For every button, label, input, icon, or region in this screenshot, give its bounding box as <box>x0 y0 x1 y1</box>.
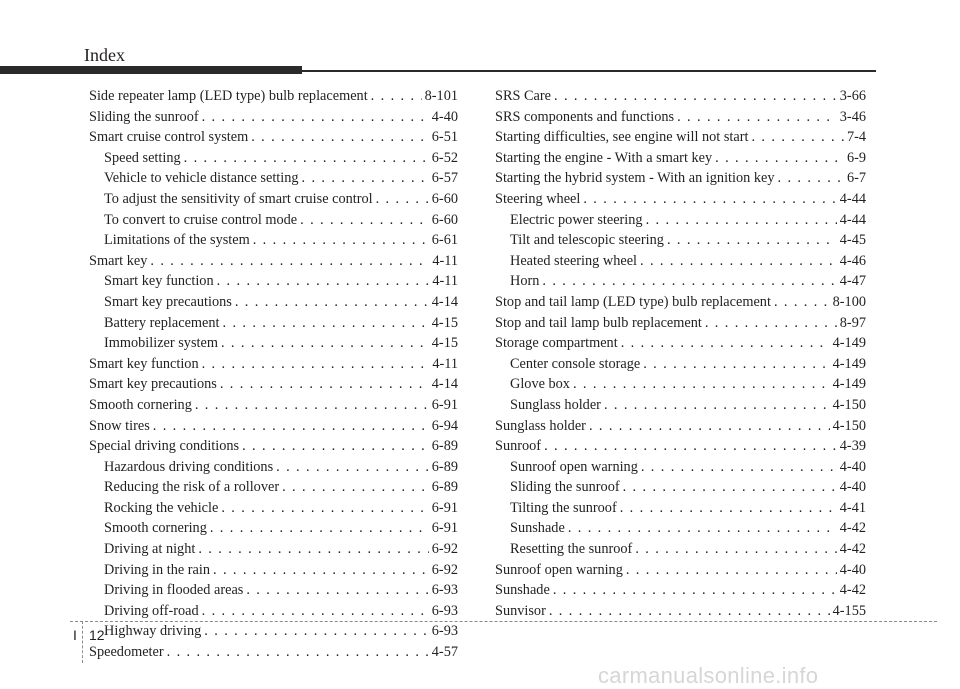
dot-leader <box>635 539 836 560</box>
index-entry <box>89 313 458 334</box>
entry-page-ref: 6-89 <box>431 438 458 455</box>
entry-page-ref: 4-150 <box>832 417 866 434</box>
index-entry <box>89 374 458 395</box>
entry-page-ref: 4-40 <box>839 458 866 475</box>
entry-label: Smart cruise control system <box>89 129 249 146</box>
dot-leader <box>626 560 837 581</box>
entry-page-ref: 4-45 <box>839 232 866 249</box>
dot-leader <box>300 210 429 231</box>
dot-leader <box>646 210 837 231</box>
index-entry <box>495 560 866 581</box>
entry-label: Smart key function <box>104 273 214 290</box>
entry-page-ref: 6-57 <box>431 170 458 187</box>
dot-leader <box>620 498 837 519</box>
entry-page-ref: 4-11 <box>432 252 458 269</box>
dot-leader <box>641 457 837 478</box>
entry-label: Driving off-road <box>104 602 199 619</box>
dot-leader <box>751 127 843 148</box>
dot-leader <box>778 168 844 189</box>
entry-label: Sunglass holder <box>495 417 586 434</box>
index-entry <box>495 416 866 437</box>
entry-page-ref: 4-40 <box>839 561 866 578</box>
footer-section-letter: I <box>73 627 77 643</box>
entry-page-ref: 6-51 <box>431 129 458 146</box>
entry-label: Immobilizer system <box>104 335 218 352</box>
dot-leader <box>544 436 837 457</box>
index-entry <box>89 539 458 560</box>
dot-leader <box>774 292 830 313</box>
dot-leader <box>217 271 430 292</box>
entry-page-ref: 6-61 <box>431 232 458 249</box>
entry-page-ref: 4-14 <box>431 376 458 393</box>
watermark: carmanualsonline.info <box>598 663 819 688</box>
entry-label: Sunshade <box>510 520 565 537</box>
entry-label: Highway driving <box>104 623 202 640</box>
entry-label: Reducing the risk of a rollover <box>104 479 280 496</box>
entry-page-ref: 4-155 <box>832 602 866 619</box>
index-entry <box>495 271 866 292</box>
entry-label: Heated steering wheel <box>510 252 638 269</box>
index-entry <box>495 374 866 395</box>
entry-label: Speedometer <box>89 644 164 661</box>
entry-page-ref: 6-91 <box>431 499 458 516</box>
entry-label: Driving at night <box>104 541 196 558</box>
dot-leader <box>195 395 429 416</box>
entry-page-ref: 4-11 <box>432 273 458 290</box>
entry-label: Smooth cornering <box>104 520 207 537</box>
entry-label: Driving in the rain <box>104 561 211 578</box>
entry-page-ref: 6-60 <box>431 190 458 207</box>
index-entry <box>495 477 866 498</box>
dot-leader <box>223 313 429 334</box>
index-entry <box>89 189 458 210</box>
index-entry <box>495 498 866 519</box>
dot-leader <box>604 395 830 416</box>
index-entry <box>495 292 866 313</box>
index-entry <box>495 107 866 128</box>
index-entry <box>89 148 458 169</box>
index-entry <box>495 601 866 622</box>
entry-page-ref: 6-7 <box>846 170 866 187</box>
dot-leader <box>371 86 422 107</box>
entry-label: Smooth cornering <box>89 396 192 413</box>
entry-label: Sunglass holder <box>510 396 601 413</box>
entry-page-ref: 4-42 <box>839 541 866 558</box>
entry-page-ref: 4-40 <box>839 479 866 496</box>
entry-label: Speed setting <box>104 149 181 166</box>
index-entry <box>495 127 866 148</box>
entry-label: Hazardous driving conditions <box>104 458 274 475</box>
index-entry <box>89 107 458 128</box>
dot-leader <box>202 601 429 622</box>
index-entry <box>495 168 866 189</box>
dot-leader <box>150 251 429 272</box>
entry-label: Electric power steering <box>510 211 643 228</box>
entry-label: Center console storage <box>510 355 641 372</box>
index-entry <box>89 436 458 457</box>
entry-page-ref: 4-149 <box>832 355 866 372</box>
index-entry <box>89 354 458 375</box>
entry-page-ref: 4-44 <box>839 190 866 207</box>
entry-page-ref: 4-11 <box>432 355 458 372</box>
entry-label: Resetting the sunroof <box>510 541 633 558</box>
index-column-right <box>495 86 866 621</box>
index-entry <box>495 580 866 601</box>
entry-page-ref: 4-15 <box>431 314 458 331</box>
entry-label: Storage compartment <box>495 335 618 352</box>
dot-leader <box>202 107 429 128</box>
entry-label: Sliding the sunroof <box>510 479 620 496</box>
entry-label: Vehicle to vehicle distance setting <box>104 170 299 187</box>
dot-leader <box>573 374 830 395</box>
index-entry <box>89 416 458 437</box>
dot-leader <box>282 477 429 498</box>
header-bar <box>0 66 302 74</box>
entry-label: Sunroof <box>495 438 542 455</box>
dot-leader <box>553 580 837 601</box>
index-entry <box>89 292 458 313</box>
entry-page-ref: 3-66 <box>839 88 866 104</box>
entry-page-ref: 6-89 <box>431 479 458 496</box>
entry-label: Glove box <box>510 376 570 393</box>
index-entry <box>495 251 866 272</box>
entry-label: Starting the hybrid system - With an ignition key <box>495 170 775 187</box>
index-entry <box>89 477 458 498</box>
index-entry <box>495 539 866 560</box>
dot-leader <box>253 230 429 251</box>
entry-label: Rocking the vehicle <box>104 499 219 516</box>
index-entry <box>495 395 866 416</box>
dot-leader <box>198 539 428 560</box>
entry-page-ref: 6-60 <box>431 211 458 228</box>
entry-page-ref: 4-47 <box>839 273 866 290</box>
entry-label: SRS components and functions <box>495 108 675 125</box>
dot-leader <box>184 148 429 169</box>
dot-leader <box>210 518 429 539</box>
entry-page-ref: 6-93 <box>431 582 458 599</box>
entry-label: Sliding the sunroof <box>89 108 199 125</box>
dot-leader <box>568 518 837 539</box>
footer-rule <box>70 621 937 622</box>
entry-label: Limitations of the system <box>104 232 250 249</box>
index-entry <box>495 436 866 457</box>
index-entry <box>89 230 458 251</box>
entry-page-ref: 4-15 <box>431 335 458 352</box>
dot-leader <box>153 416 429 437</box>
entry-label: Special driving conditions <box>89 438 240 455</box>
dot-leader <box>221 498 428 519</box>
index-entry <box>89 333 458 354</box>
dot-leader <box>220 374 429 395</box>
entry-label: Battery replacement <box>104 314 220 331</box>
index-entry <box>89 642 458 663</box>
dot-leader <box>640 251 837 272</box>
index-entry <box>89 127 458 148</box>
entry-page-ref: 6-91 <box>431 396 458 413</box>
entry-page-ref: 4-39 <box>839 438 866 455</box>
entry-label: Sunroof open warning <box>495 561 623 578</box>
entry-label: SRS Care <box>495 88 552 104</box>
entry-page-ref: 6-91 <box>431 520 458 537</box>
entry-page-ref: 4-149 <box>832 335 866 352</box>
entry-page-ref: 4-41 <box>839 499 866 516</box>
entry-page-ref: 4-44 <box>839 211 866 228</box>
dot-leader <box>667 230 837 251</box>
entry-page-ref: 4-150 <box>832 396 866 413</box>
dot-leader <box>376 189 429 210</box>
index-entry <box>495 354 866 375</box>
entry-page-ref: 3-46 <box>839 108 866 125</box>
index-entry <box>89 457 458 478</box>
entry-page-ref: 6-9 <box>846 149 866 166</box>
dot-leader <box>549 601 830 622</box>
dot-leader <box>554 86 837 107</box>
index-entry <box>495 333 866 354</box>
entry-label: Sunshade <box>495 582 550 599</box>
index-entry <box>89 621 458 642</box>
entry-label: Smart key precautions <box>89 376 217 393</box>
index-entry <box>495 230 866 251</box>
entry-page-ref: 8-101 <box>424 88 458 104</box>
footer-divider <box>82 621 83 663</box>
entry-page-ref: 4-46 <box>839 252 866 269</box>
entry-page-ref: 6-94 <box>431 417 458 434</box>
index-column-left <box>89 86 458 663</box>
index-entry <box>495 313 866 334</box>
index-entry <box>89 395 458 416</box>
entry-page-ref: 4-14 <box>431 293 458 310</box>
entry-label: Driving in flooded areas <box>104 582 244 599</box>
dot-leader <box>251 127 429 148</box>
entry-label: Snow tires <box>89 417 150 434</box>
dot-leader <box>246 580 428 601</box>
entry-label: Tilt and telescopic steering <box>510 232 664 249</box>
index-entry <box>495 189 866 210</box>
dot-leader <box>643 354 829 375</box>
dot-leader <box>677 107 837 128</box>
entry-page-ref: 6-93 <box>431 623 458 640</box>
entry-label: Smart key precautions <box>104 293 232 310</box>
dot-leader <box>235 292 429 313</box>
entry-label: Side repeater lamp (LED type) bulb replacement <box>89 88 368 104</box>
entry-page-ref: 8-97 <box>839 314 866 331</box>
dot-leader <box>276 457 429 478</box>
entry-page-ref: 6-92 <box>431 561 458 578</box>
entry-label: Smart key function <box>89 355 199 372</box>
index-entry <box>89 251 458 272</box>
index-entry <box>495 457 866 478</box>
entry-page-ref: 7-4 <box>846 129 866 146</box>
header-rule <box>302 70 876 72</box>
entry-label: Sunroof open warning <box>510 458 638 475</box>
entry-page-ref: 4-57 <box>431 644 458 661</box>
index-entry <box>89 518 458 539</box>
dot-leader <box>221 333 429 354</box>
entry-label: Horn <box>510 273 540 290</box>
index-entry <box>89 498 458 519</box>
entry-label: To adjust the sensitivity of smart cruise control <box>104 190 373 207</box>
index-entry <box>89 580 458 601</box>
entry-page-ref: 6-93 <box>431 602 458 619</box>
dot-leader <box>715 148 844 169</box>
index-entry <box>495 86 866 107</box>
index-entry <box>495 518 866 539</box>
entry-label: Tilting the sunroof <box>510 499 617 516</box>
entry-page-ref: 6-92 <box>431 541 458 558</box>
entry-page-ref: 8-100 <box>832 293 866 310</box>
entry-page-ref: 4-40 <box>431 108 458 125</box>
dot-leader <box>542 271 836 292</box>
dot-leader <box>204 621 428 642</box>
footer-page-number: 12 <box>89 627 105 643</box>
dot-leader <box>302 168 429 189</box>
index-entry <box>89 86 458 107</box>
dot-leader <box>213 560 429 581</box>
entry-label: Steering wheel <box>495 190 581 207</box>
entry-page-ref: 6-52 <box>431 149 458 166</box>
index-entry <box>89 271 458 292</box>
entry-page-ref: 4-42 <box>839 520 866 537</box>
dot-leader <box>589 416 830 437</box>
entry-label: Stop and tail lamp (LED type) bulb replacement <box>495 293 771 310</box>
entry-label: Starting difficulties, see engine will not start <box>495 129 749 146</box>
dot-leader <box>167 642 429 663</box>
index-entry <box>89 210 458 231</box>
dot-leader <box>621 333 830 354</box>
entry-label: Smart key <box>89 252 148 269</box>
entry-label: To convert to cruise control mode <box>104 211 298 228</box>
page-title: Index <box>84 45 125 65</box>
entry-page-ref: 4-42 <box>839 582 866 599</box>
entry-label: Stop and tail lamp bulb replacement <box>495 314 702 331</box>
index-entry <box>89 601 458 622</box>
entry-page-ref: 4-149 <box>832 376 866 393</box>
index-entry <box>495 148 866 169</box>
dot-leader <box>623 477 837 498</box>
index-entry <box>495 210 866 231</box>
entry-page-ref: 6-89 <box>431 458 458 475</box>
entry-label: Sunvisor <box>495 602 546 619</box>
index-entry <box>89 560 458 581</box>
index-entry <box>89 168 458 189</box>
entry-label: Starting the engine - With a smart key <box>495 149 713 166</box>
dot-leader <box>705 313 837 334</box>
dot-leader <box>242 436 429 457</box>
dot-leader <box>583 189 836 210</box>
dot-leader <box>202 354 430 375</box>
